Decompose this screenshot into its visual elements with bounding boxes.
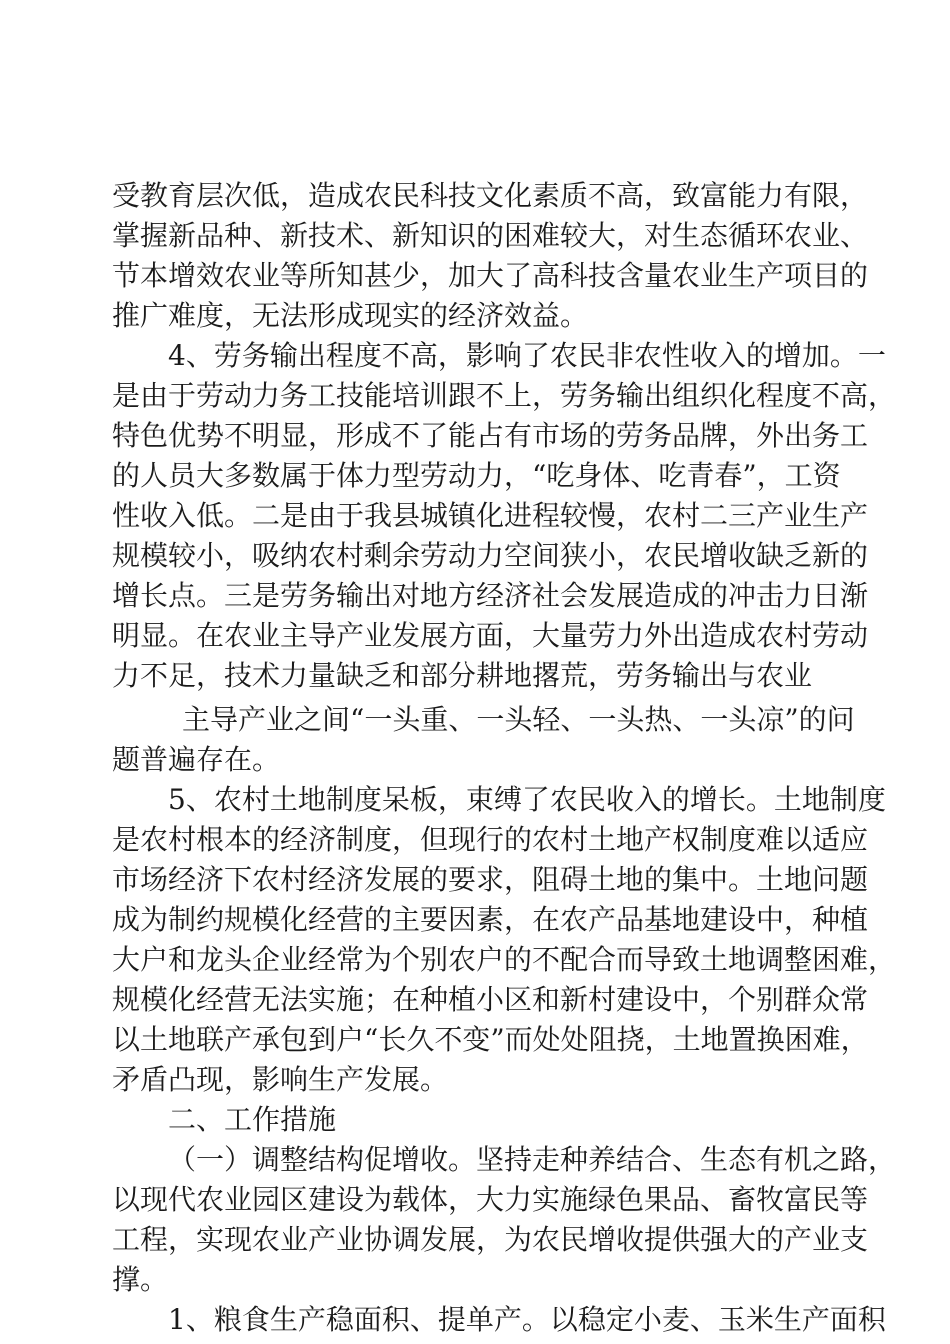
text-line: 工程，实现农业产业协调发展，为农民增收提供强大的产业支 <box>112 1223 869 1256</box>
text-line: 节本增效农业等所知甚少，加大了高科技含量农业生产项目的 <box>112 259 869 292</box>
text-line: 推广难度，无法形成现实的经济效益。 <box>112 299 589 332</box>
text-line: 1、粮食生产稳面积、提单产。以稳定小麦、玉米生产面积 <box>168 1303 886 1336</box>
text-line: 4、劳务输出程度不高，影响了农民非农性收入的增加。一 <box>168 339 886 372</box>
text-line: 成为制约规模化经营的主要因素，在农产品基地建设中，种植 <box>112 903 869 936</box>
text-line: 撑。 <box>112 1263 169 1296</box>
text-line: 以现代农业园区建设为载体，大力实施绿色果品、畜牧富民等 <box>112 1183 869 1216</box>
text-line: 增长点。三是劳务输出对地方经济社会发展造成的冲击力日渐 <box>112 579 869 612</box>
text-line: 主导产业之间“一头重、一头轻、一头热、一头凉”的问 <box>182 703 855 736</box>
text-line: 受教育层次低，造成农民科技文化素质不高，致富能力有限， <box>112 179 869 212</box>
text-line: 5、农村土地制度呆板，束缚了农民收入的增长。土地制度 <box>168 783 886 816</box>
text-line: 特色优势不明显，形成不了能占有市场的劳务品牌，外出务工 <box>112 419 869 452</box>
text-line: 力不足，技术力量缺乏和部分耕地撂荒，劳务输出与农业 <box>112 659 813 692</box>
section-heading: 二、工作措施 <box>168 1103 337 1136</box>
text-line: 是农村根本的经济制度，但现行的农村土地产权制度难以适应 <box>112 823 869 856</box>
text-line: 规模较小，吸纳农村剩余劳动力空间狭小，农民增收缺乏新的 <box>112 539 869 572</box>
text-line: 大户和龙头企业经常为个别农户的不配合而导致土地调整困难， <box>112 943 897 976</box>
text-line: 题普遍存在。 <box>112 743 281 776</box>
text-line: 掌握新品种、新技术、新知识的困难较大，对生态循环农业、 <box>112 219 869 252</box>
text-line: 性收入低。二是由于我县城镇化进程较慢，农村二三产业生产 <box>112 499 869 532</box>
text-line: 规模化经营无法实施；在种植小区和新村建设中，个别群众常 <box>112 983 869 1016</box>
text-line: 以土地联产承包到户“长久不变”而处处阻挠，土地置换困难， <box>112 1023 869 1056</box>
text-line: 矛盾凸现，影响生产发展。 <box>112 1063 449 1096</box>
text-line: 的人员大多数属于体力型劳动力，“吃身体、吃青春”，工资 <box>112 459 841 492</box>
text-line: （一）调整结构促增收。坚持走种养结合、生态有机之路， <box>168 1143 897 1176</box>
text-line: 明显。在农业主导产业发展方面，大量劳力外出造成农村劳动 <box>112 619 869 652</box>
text-line: 是由于劳动力务工技能培训跟不上，劳务输出组织化程度不高， <box>112 379 897 412</box>
text-line: 市场经济下农村经济发展的要求，阻碍土地的集中。土地问题 <box>112 863 869 896</box>
